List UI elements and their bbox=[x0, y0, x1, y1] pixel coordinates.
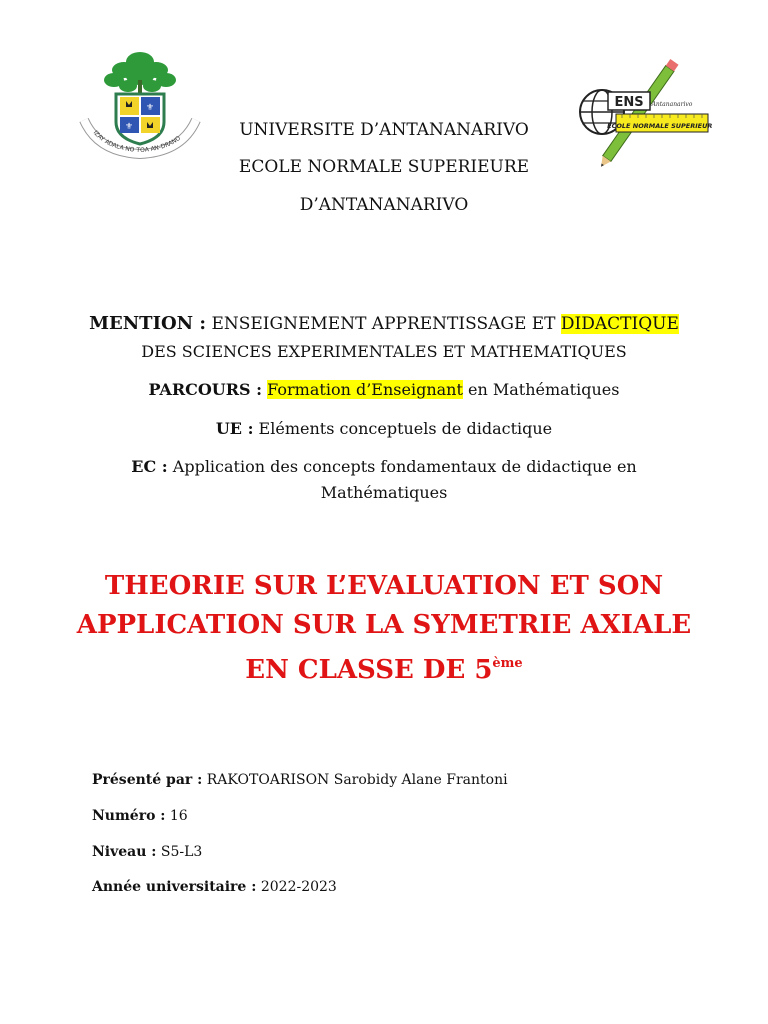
ue-label: UE : bbox=[215, 419, 254, 438]
numero-value: 16 bbox=[165, 808, 188, 824]
school-name: ECOLE NORMALE SUPERIEURE bbox=[238, 157, 530, 177]
annee-universitaire bbox=[92, 879, 337, 895]
ens-city: Antananarivo bbox=[651, 101, 693, 108]
parcours-label: PARCOURS : bbox=[148, 380, 263, 399]
presented-label: Présenté par : bbox=[92, 772, 203, 788]
niveau-label: Niveau : bbox=[92, 844, 157, 860]
school-city: D’ANTANANARIVO bbox=[299, 195, 469, 215]
title-line-3-text: EN CLASSE DE 5 bbox=[245, 655, 493, 685]
mention-highlight: DIDACTIQUE bbox=[560, 314, 679, 334]
ec-line bbox=[0, 457, 768, 476]
annee-value: 2022-2023 bbox=[256, 879, 337, 895]
parcours-rest: en Mathématiques bbox=[462, 380, 620, 399]
annee-label: Année universitaire : bbox=[92, 879, 257, 895]
ue-line bbox=[0, 419, 768, 438]
ens-banner: ECOLE NORMALE SUPERIEURE bbox=[607, 122, 712, 130]
mention-text: ENSEIGNEMENT APPRENTISSAGE ET bbox=[206, 314, 561, 334]
ec-line-2: Mathématiques bbox=[320, 483, 448, 502]
parcours-line bbox=[0, 380, 768, 399]
presented-value: RAKOTOARISON Sarobidy Alane Frantoni bbox=[202, 772, 508, 788]
mention-line bbox=[0, 313, 768, 334]
ec-text: Application des concepts fondamentaux de didactique en bbox=[167, 457, 637, 476]
mention-line-2: DES SCIENCES EXPERIMENTALES ET MATHEMATIQUES bbox=[141, 342, 627, 361]
parcours-highlight: Formation d’Enseignant bbox=[267, 380, 463, 399]
numero-label: Numéro : bbox=[92, 808, 166, 824]
title-line-3 bbox=[0, 645, 768, 689]
svg-text:⚜: ⚜ bbox=[145, 103, 155, 113]
university-name: UNIVERSITE D’ANTANANARIVO bbox=[239, 120, 529, 140]
ec-label: EC : bbox=[131, 457, 168, 476]
ue-text: Eléments conceptuels de didactique bbox=[253, 419, 553, 438]
title-superscript: ème bbox=[492, 656, 523, 671]
niveau-value: S5-L3 bbox=[156, 844, 203, 860]
ens-letters: ENS bbox=[614, 95, 644, 110]
presented-by bbox=[92, 772, 508, 788]
crest-motto: IZAY ADALA NO TOA AN-DRANO bbox=[91, 129, 182, 155]
title-line-2: APPLICATION SUR LA SYMETRIE AXIALE bbox=[76, 610, 692, 640]
university-crest-logo bbox=[78, 40, 202, 160]
numero bbox=[92, 808, 188, 824]
svg-text:⚜: ⚜ bbox=[124, 122, 134, 132]
mention-label: MENTION : bbox=[89, 313, 207, 334]
title-line-1: THEORIE SUR L’EVALUATION ET SON bbox=[104, 571, 664, 601]
niveau bbox=[92, 844, 202, 860]
ens-logo bbox=[572, 50, 712, 170]
